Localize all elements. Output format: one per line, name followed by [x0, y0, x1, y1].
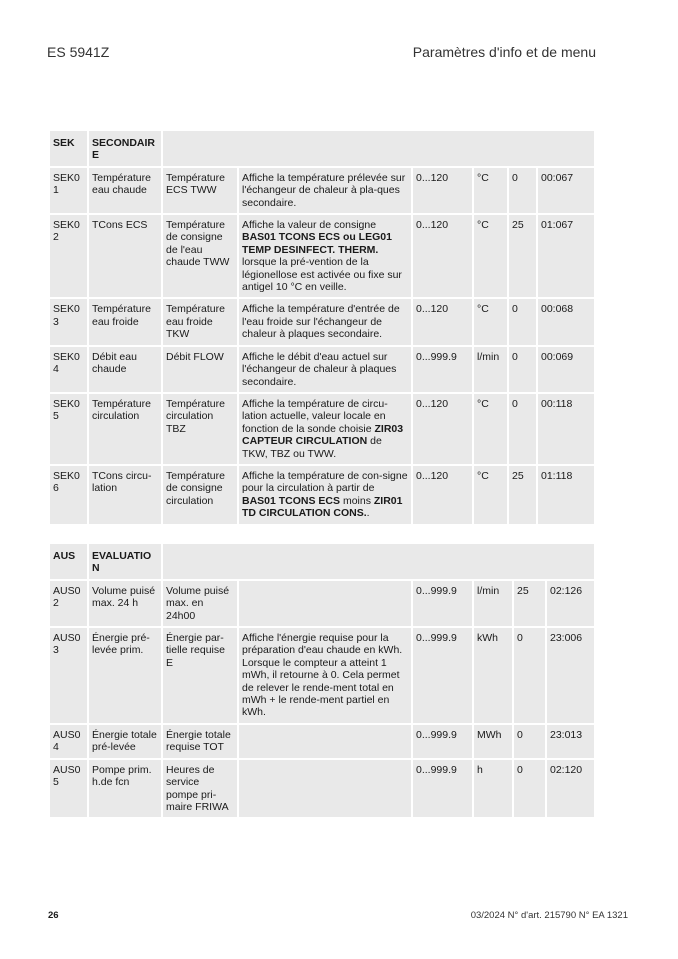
param-short: Température de consigne circulation: [163, 466, 237, 524]
table-header-row: [50, 544, 594, 579]
param-unit: h: [474, 760, 512, 818]
param-range: 0...120: [413, 215, 472, 297]
table-row: [50, 466, 594, 524]
param-id: SEK04: [50, 347, 87, 392]
table-row: [50, 215, 594, 297]
param-unit: l/min: [474, 347, 507, 392]
param-unit: °C: [474, 299, 507, 344]
param-desc: [239, 760, 411, 818]
table-row: [50, 347, 594, 392]
param-desc: Affiche l'énergie requise pour la préparation d'eau chaude en kWh. Lorsque le compteur a atteint 1 mWh, il retourne à 0. Cela permet de relever le rende-ment total en mWh + le rende-ment partiel en kWh.: [239, 628, 411, 723]
param-unit: l/min: [474, 581, 512, 626]
param-desc: Affiche la température de circu-lation actuelle, valeur locale en fonction de la sonde choisie ZIR03 CAPTEUR CIRCULATION de TKW, TBZ ou TWW.: [239, 394, 411, 464]
table-row: [50, 628, 594, 723]
param-address: 02:126: [547, 581, 594, 626]
param-name: Énergie totale pré-levée: [89, 725, 161, 758]
page-number: 26: [48, 910, 59, 921]
group-code: SEK: [50, 131, 87, 166]
param-id: AUS05: [50, 760, 87, 818]
param-address: 23:006: [547, 628, 594, 723]
group-title: SECONDAIRE: [89, 131, 161, 166]
param-id: SEK02: [50, 215, 87, 297]
table-row: [50, 168, 594, 213]
param-default: 25: [514, 581, 545, 626]
param-range: 0...999.9: [413, 760, 472, 818]
param-name: Volume puisé max. 24 h: [89, 581, 161, 626]
document-code: ES 5941Z: [47, 44, 110, 60]
param-short: Température de consigne de l'eau chaude TWW: [163, 215, 237, 297]
param-name: TCons ECS: [89, 215, 161, 297]
param-address: 23:013: [547, 725, 594, 758]
param-id: AUS02: [50, 581, 87, 626]
param-address: 00:118: [538, 394, 594, 464]
param-default: 25: [509, 466, 536, 524]
param-name: Température circulation: [89, 394, 161, 464]
table-row: [50, 760, 594, 818]
param-short: Heures de service pompe pri-maire FRIWA: [163, 760, 237, 818]
group-code: AUS: [50, 544, 87, 579]
param-default: 0: [509, 168, 536, 213]
param-short: Énergie totale requise TOT: [163, 725, 237, 758]
param-default: 0: [514, 725, 545, 758]
param-id: AUS04: [50, 725, 87, 758]
param-desc: Affiche le débit d'eau actuel sur l'échangeur de chaleur à plaques secondaire.: [239, 347, 411, 392]
param-id: SEK01: [50, 168, 87, 213]
param-desc: Affiche la température de con-signe pour la circulation à partir de BAS01 TCONS ECS moins ZIR01 TD CIRCULATION CONS..: [239, 466, 411, 524]
param-id: SEK06: [50, 466, 87, 524]
param-desc: [239, 581, 411, 626]
param-short: Température ECS TWW: [163, 168, 237, 213]
param-name: Température eau chaude: [89, 168, 161, 213]
param-short: Température eau froide TKW: [163, 299, 237, 344]
param-range: 0...999.9: [413, 347, 472, 392]
param-address: 00:068: [538, 299, 594, 344]
param-name: TCons circu-lation: [89, 466, 161, 524]
param-id: AUS03: [50, 628, 87, 723]
param-unit: °C: [474, 168, 507, 213]
param-default: 25: [509, 215, 536, 297]
param-unit: °C: [474, 215, 507, 297]
param-default: 0: [509, 299, 536, 344]
param-default: 0: [509, 394, 536, 464]
param-range: 0...999.9: [413, 581, 472, 626]
param-address: 01:067: [538, 215, 594, 297]
aus-table: [48, 542, 596, 819]
param-range: 0...120: [413, 168, 472, 213]
article-reference: 03/2024 N° d'art. 215790 N° EA 1321: [470, 910, 628, 921]
param-name: Pompe prim. h.de fcn: [89, 760, 161, 818]
param-short: Température circulation TBZ: [163, 394, 237, 464]
param-unit: kWh: [474, 628, 512, 723]
param-unit: °C: [474, 394, 507, 464]
param-unit: °C: [474, 466, 507, 524]
param-short: Débit FLOW: [163, 347, 237, 392]
table-row: [50, 299, 594, 344]
param-name: Débit eau chaude: [89, 347, 161, 392]
group-title: EVALUATION: [89, 544, 161, 579]
param-range: 0...120: [413, 299, 472, 344]
param-address: 00:069: [538, 347, 594, 392]
param-default: 0: [514, 760, 545, 818]
param-desc: Affiche la température d'entrée de l'eau froide sur l'échangeur de chaleur à plaques secondaire.: [239, 299, 411, 344]
param-desc: Affiche la température prélevée sur l'échangeur de chaleur à pla-ques secondaire.: [239, 168, 411, 213]
section-title: Paramètres d'info et de menu: [412, 44, 596, 60]
param-default: 0: [514, 628, 545, 723]
param-id: SEK03: [50, 299, 87, 344]
table-row: [50, 394, 594, 464]
param-address: 00:067: [538, 168, 594, 213]
param-default: 0: [509, 347, 536, 392]
param-range: 0...120: [413, 394, 472, 464]
param-short: Énergie par-tielle requise E: [163, 628, 237, 723]
param-name: Température eau froide: [89, 299, 161, 344]
param-address: 02:120: [547, 760, 594, 818]
param-range: 0...120: [413, 466, 472, 524]
param-short: Volume puisé max. en 24h00: [163, 581, 237, 626]
param-unit: MWh: [474, 725, 512, 758]
param-address: 01:118: [538, 466, 594, 524]
param-desc: [239, 725, 411, 758]
param-id: SEK05: [50, 394, 87, 464]
table-header-row: [50, 131, 594, 166]
param-desc: Affiche la valeur de consigne BAS01 TCONS ECS ou LEG01 TEMP DESINFECT. THERM. lorsque la pré-vention de la légionellose est activée ou fixe sur antigel 10 °C en veille.: [239, 215, 411, 297]
param-name: Énergie pré-levée prim.: [89, 628, 161, 723]
table-row: [50, 725, 594, 758]
table-row: [50, 581, 594, 626]
param-range: 0...999.9: [413, 725, 472, 758]
param-range: 0...999.9: [413, 628, 472, 723]
sek-table: [48, 129, 596, 526]
